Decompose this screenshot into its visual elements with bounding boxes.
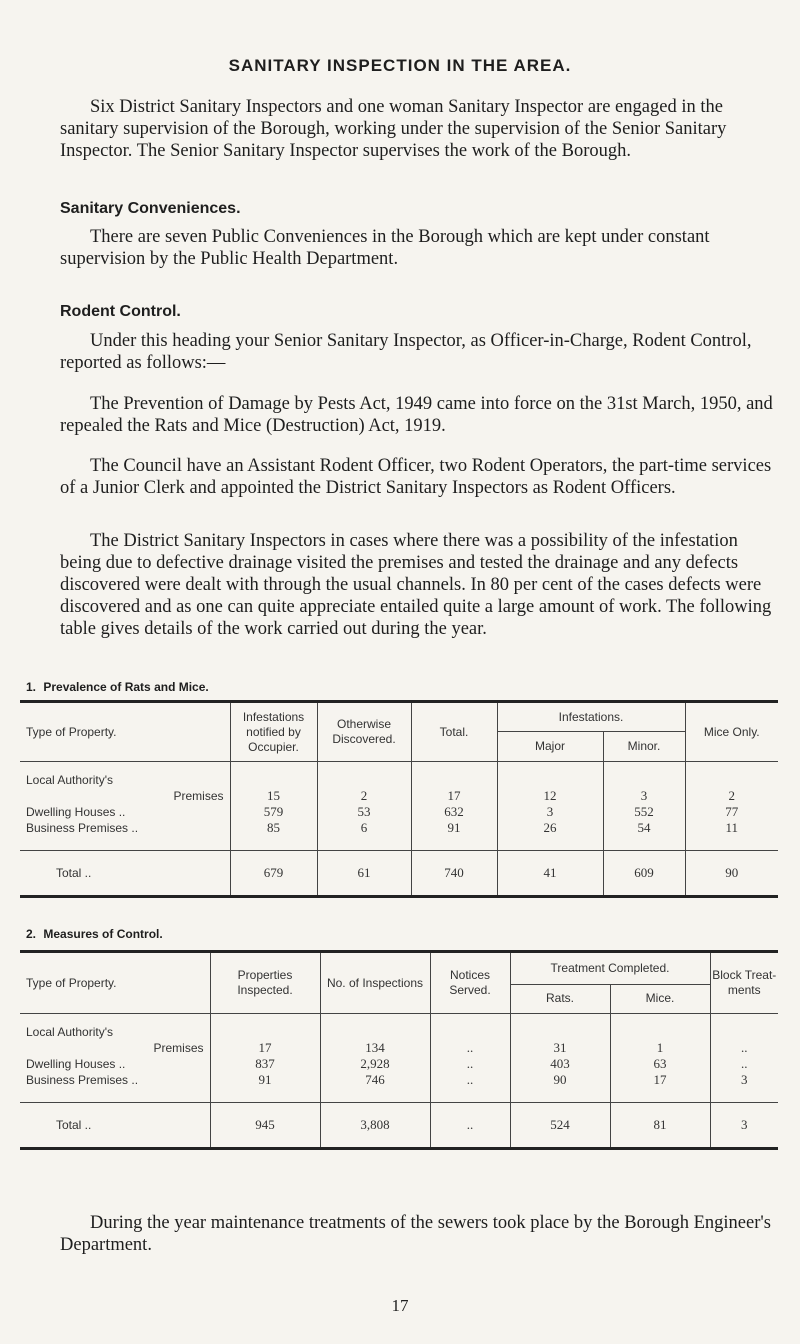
col-header-type: Type of Property.: [26, 975, 117, 990]
col-header-mice-only: Mice Only.: [685, 703, 778, 762]
row-label: Local Authority's: [26, 773, 114, 787]
table1-caption: [26, 680, 209, 694]
total-block: 3: [710, 1103, 778, 1148]
total-total: 740: [411, 851, 497, 896]
cell-inspections: 2,928: [320, 1056, 430, 1072]
cell-inspected: 837: [210, 1056, 320, 1072]
page-number: 17: [391, 1296, 409, 1315]
total-major: 41: [497, 851, 603, 896]
row-label: Dwelling Houses ..: [26, 805, 126, 819]
col-header-major: Major: [497, 732, 603, 762]
cell-block: ..: [710, 1040, 778, 1056]
col-header-rats: Rats.: [510, 984, 610, 1014]
row-label: Business Premises ..: [26, 821, 139, 835]
total-notified: 679: [230, 851, 317, 896]
cell-inspected: 91: [210, 1072, 320, 1088]
cell-mice: 1: [610, 1040, 710, 1056]
cell-minor: 552: [603, 804, 685, 820]
table-total-row: [20, 1103, 778, 1148]
cell-total: 91: [411, 820, 497, 836]
rodent-paragraph-2: The Prevention of Damage by Pests Act, 1949 came into force on the 31st March, 1950, and repealed the Rats and Mice (Destruction) Act, 1919.: [60, 394, 773, 436]
col-header-infestations: Infestations.: [497, 703, 685, 732]
total-label: Total ..: [20, 1103, 210, 1148]
cell-rats: 403: [510, 1056, 610, 1072]
cell-major: 26: [497, 820, 603, 836]
table-row: [20, 804, 778, 820]
table-row: [20, 772, 778, 788]
row-label: Business Premises ..: [26, 1073, 139, 1087]
conveniences-paragraph: There are seven Public Conveniences in the Borough which are kept under constant supervision by the Public Health Department.: [60, 227, 710, 269]
cell-otherwise: 6: [317, 820, 411, 836]
col-header-inspections: No. of Inspections: [320, 953, 430, 1014]
rodent-heading: Rodent Control.: [60, 303, 181, 320]
row-label-cont: Premises: [173, 789, 224, 803]
cell-major: 3: [497, 804, 603, 820]
cell-block: ..: [710, 1056, 778, 1072]
total-inspections: 3,808: [320, 1103, 430, 1148]
cell-total: 17: [411, 788, 497, 804]
col-header-otherwise: Otherwise Discovered.: [317, 703, 411, 762]
table-row: [20, 1056, 778, 1072]
total-mice: 81: [610, 1103, 710, 1148]
cell-mice: 17: [610, 1072, 710, 1088]
total-notices: ..: [430, 1103, 510, 1148]
col-header-notices: Notices Served.: [430, 953, 510, 1014]
cell-total: 632: [411, 804, 497, 820]
measures-table: [20, 950, 778, 1150]
table2-caption: [26, 927, 163, 941]
table1-title: Prevalence of Rats and Mice.: [43, 680, 209, 694]
cell-mice-only: 2: [685, 788, 778, 804]
cell-otherwise: 53: [317, 804, 411, 820]
table-row: [20, 820, 778, 836]
col-header-inspected: Properties Inspected.: [210, 953, 320, 1014]
cell-minor: 54: [603, 820, 685, 836]
table-row: [20, 1040, 778, 1056]
total-otherwise: 61: [317, 851, 411, 896]
total-inspected: 945: [210, 1103, 320, 1148]
cell-block: 3: [710, 1072, 778, 1088]
col-header-block: Block Treat-ments: [710, 953, 778, 1014]
total-label: Total ..: [20, 851, 230, 896]
row-label-cont: Premises: [153, 1041, 204, 1055]
cell-major: 12: [497, 788, 603, 804]
cell-notified: 15: [230, 788, 317, 804]
table2-title: Measures of Control.: [43, 927, 163, 941]
cell-notices: ..: [430, 1072, 510, 1088]
rodent-paragraph-1: Under this heading your Senior Sanitary Inspector, as Officer-in-Charge, Rodent Control, reported as follows:—: [60, 331, 752, 373]
cell-notices: ..: [430, 1056, 510, 1072]
cell-inspected: 17: [210, 1040, 320, 1056]
cell-inspections: 746: [320, 1072, 430, 1088]
intro-paragraph: Six District Sanitary Inspectors and one woman Sanitary Inspector are engaged in the sanitary supervision of the Borough, working under the supervision of the Senior Sanitary Inspector. The Senior Sanitary Inspector supervises the work of the Borough.: [60, 97, 727, 161]
rodent-paragraph-3: The Council have an Assistant Rodent Officer, two Rodent Operators, the part-time services of a Junior Clerk and appointed the District Sanitary Inspectors as Rodent Officers.: [60, 456, 772, 498]
conveniences-heading: Sanitary Conveniences.: [60, 200, 241, 217]
table2-number: 2.: [26, 927, 37, 941]
total-minor: 609: [603, 851, 685, 896]
cell-mice-only: 11: [685, 820, 778, 836]
col-header-treatment: Treatment Completed.: [510, 953, 710, 984]
cell-notices: ..: [430, 1040, 510, 1056]
cell-rats: 90: [510, 1072, 610, 1088]
cell-minor: 3: [603, 788, 685, 804]
cell-rats: 31: [510, 1040, 610, 1056]
col-header-mice: Mice.: [610, 984, 710, 1014]
page-title: SANITARY INSPECTION IN THE AREA.: [228, 56, 572, 75]
cell-mice-only: 77: [685, 804, 778, 820]
table-row: [20, 788, 778, 804]
cell-otherwise: 2: [317, 788, 411, 804]
total-rats: 524: [510, 1103, 610, 1148]
rodent-paragraph-4: The District Sanitary Inspectors in cases where there was a possibility of the infestation being due to defective drainage visited the premises and tested the drainage and any defects discovered were dealt with through the usual channels. In 80 per cent of the cases defects were discovered and as one can quite appreciate entailed quite a large amount of work. The following table gives details of the work carried out during the year.: [60, 531, 772, 639]
table1-number: 1.: [26, 680, 37, 694]
col-header-total: Total.: [411, 703, 497, 762]
row-label: Dwelling Houses ..: [26, 1057, 126, 1071]
cell-notified: 85: [230, 820, 317, 836]
table-total-row: [20, 851, 778, 896]
col-header-minor: Minor.: [603, 732, 685, 762]
row-label: Local Authority's: [26, 1025, 114, 1039]
prevalence-table: [20, 700, 778, 898]
cell-notified: 579: [230, 804, 317, 820]
table-row: [20, 1024, 778, 1040]
table-row: [20, 1072, 778, 1088]
cell-inspections: 134: [320, 1040, 430, 1056]
closing-paragraph: During the year maintenance treatments of the sewers took place by the Borough Engineer's Department.: [60, 1213, 771, 1255]
col-header-type: Type of Property.: [26, 724, 117, 739]
total-mice-only: 90: [685, 851, 778, 896]
col-header-notified: Infestations notified by Occupier.: [230, 703, 317, 762]
cell-mice: 63: [610, 1056, 710, 1072]
